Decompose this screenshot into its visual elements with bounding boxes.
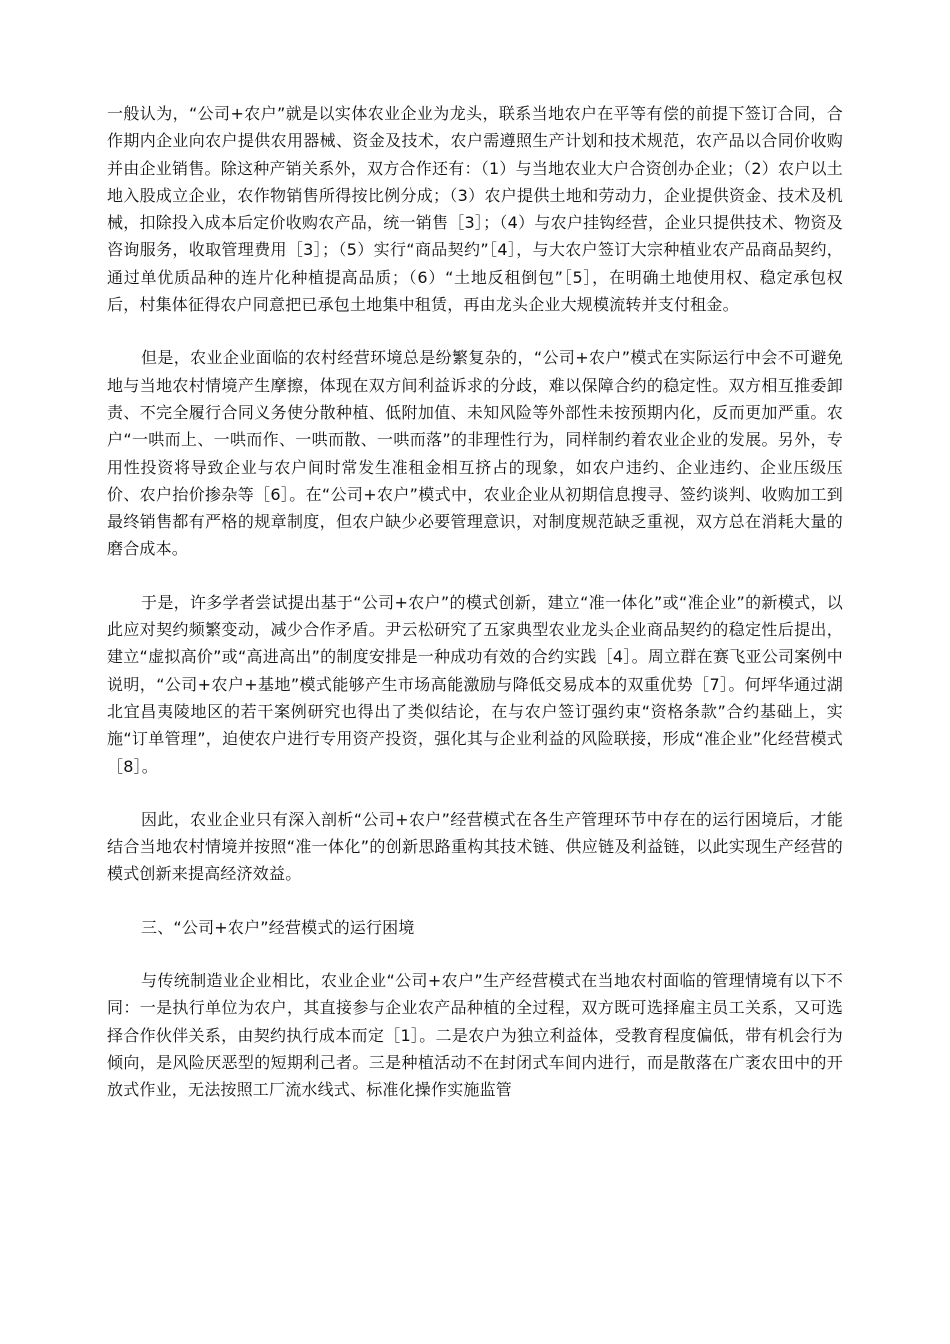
section-heading: 三、“公司+农户”经营模式的运行困境 bbox=[141, 917, 415, 937]
paragraph-dilemma: 但是，农业企业面临的农村经营环境总是纷繁复杂的，“公司+农户”模式在实际运行中会不可避免地与当地农村情境产生摩擦，体现在双方间利益诉求的分歧，难以保障合约的稳定性。双方相互推委卸责、不完全履行合同义务使分散种植、低附加值、未知风险等外部性未按预期内化，反而更加严重。农户“一哄而上、一哄而作、一哄而散、一哄而落”的非理性行为，同样制约着农业企业的发展。另外，专用性投资将导致企业与农户间时常发生准租金相互挤占的现象，如农户违约、企业违约、企业压级压价、农户抬价掺杂等［6］。在“公司+农户”模式中，农业企业从初期信息搜寻、签约谈判、收购加工到最终销售都有严格的规章制度，但农户缺少必要管理意识，对制度规范缺乏重视，双方总在消耗大量的磨合成本。 bbox=[107, 348, 843, 559]
paragraph-intro: 一般认为，“公司+农户”就是以实体农业企业为龙头，联系当地农户在平等有偿的前提下签订合同，合作期内企业向农户提供农用器械、资金及技术，农户需遵照生产计划和技术规范，农产品以合同价收购并由企业销售。除这种产销关系外，双方合作还有：（1）与当地农业大户合资创办企业；（2）农户以土地入股成立企业，农作物销售所得按比例分成；（3）农户提供土地和劳动力，企业提供资金、技术及机械，扣除投入成本后定价收购农产品，统一销售［3］；（4）与农户挂钩经营，企业只提供技术、物资及咨询服务，收取管理费用［3］；（5）实行“商品契约”［4］，与大农户签订大宗种植业农产品商品契约，通过单优质品种的连片化种植提高品质；（6）“土地反租倒包”［5］，在明确土地使用权、稳定承包权后，村集体征得农户同意把已承包土地集中租赁，再由龙头企业大规模流转并支付租金。 bbox=[107, 104, 843, 315]
paragraph-conclusion: 因此，农业企业只有深入剖析“公司+农户”经营模式在各生产管理环节中存在的运行困境后，才能结合当地农村情境并按照“准一体化”的创新思路重构其技术链、供应链及利益链，以此实现生产经营的模式创新来提高经济效益。 bbox=[107, 809, 843, 884]
paragraph-scholars: 于是，许多学者尝试提出基于“公司+农户”的模式创新，建立“准一体化”或“准企业”的新模式，以此应对契约频繁变动，减少合作矛盾。尹云松研究了五家典型农业龙头企业商品契约的稳定性后提出，建立“虚拟高价”或“高进高出”的制度安排是一种成功有效的合约实践［4］。周立群在赛飞亚公司案例中说明，“公司+农户+基地”模式能够产生市场高能激励与降低交易成本的双重优势［7］。何坪华通过湖北宜昌夷陵地区的若干案例研究也得出了类似结论，在与农户签订强约束“资格条款”合约基础上，实施“订单管理”，迫使农户进行专用资产投资，强化其与企业利益的风险联接，形成“准企业”化经营模式［8］。 bbox=[107, 592, 843, 776]
document-body bbox=[107, 100, 843, 1130]
paragraph-section-body: 与传统制造业企业相比，农业企业“公司+农户”生产经营模式在当地农村面临的管理情境有以下不同：一是执行单位为农户，其直接参与企业农产品种植的全过程，双方既可选择雇主员工关系，又可选择合作伙伴关系，由契约执行成本而定［1］。二是农户为独立利益体，受教育程度偏低，带有机会行为倾向，是风险厌恶型的短期利己者。三是种植活动不在封闭式车间内进行，而是散落在广袤农田中的开放式作业，无法按照工厂流水线式、标准化操作实施监管 bbox=[107, 971, 843, 1100]
